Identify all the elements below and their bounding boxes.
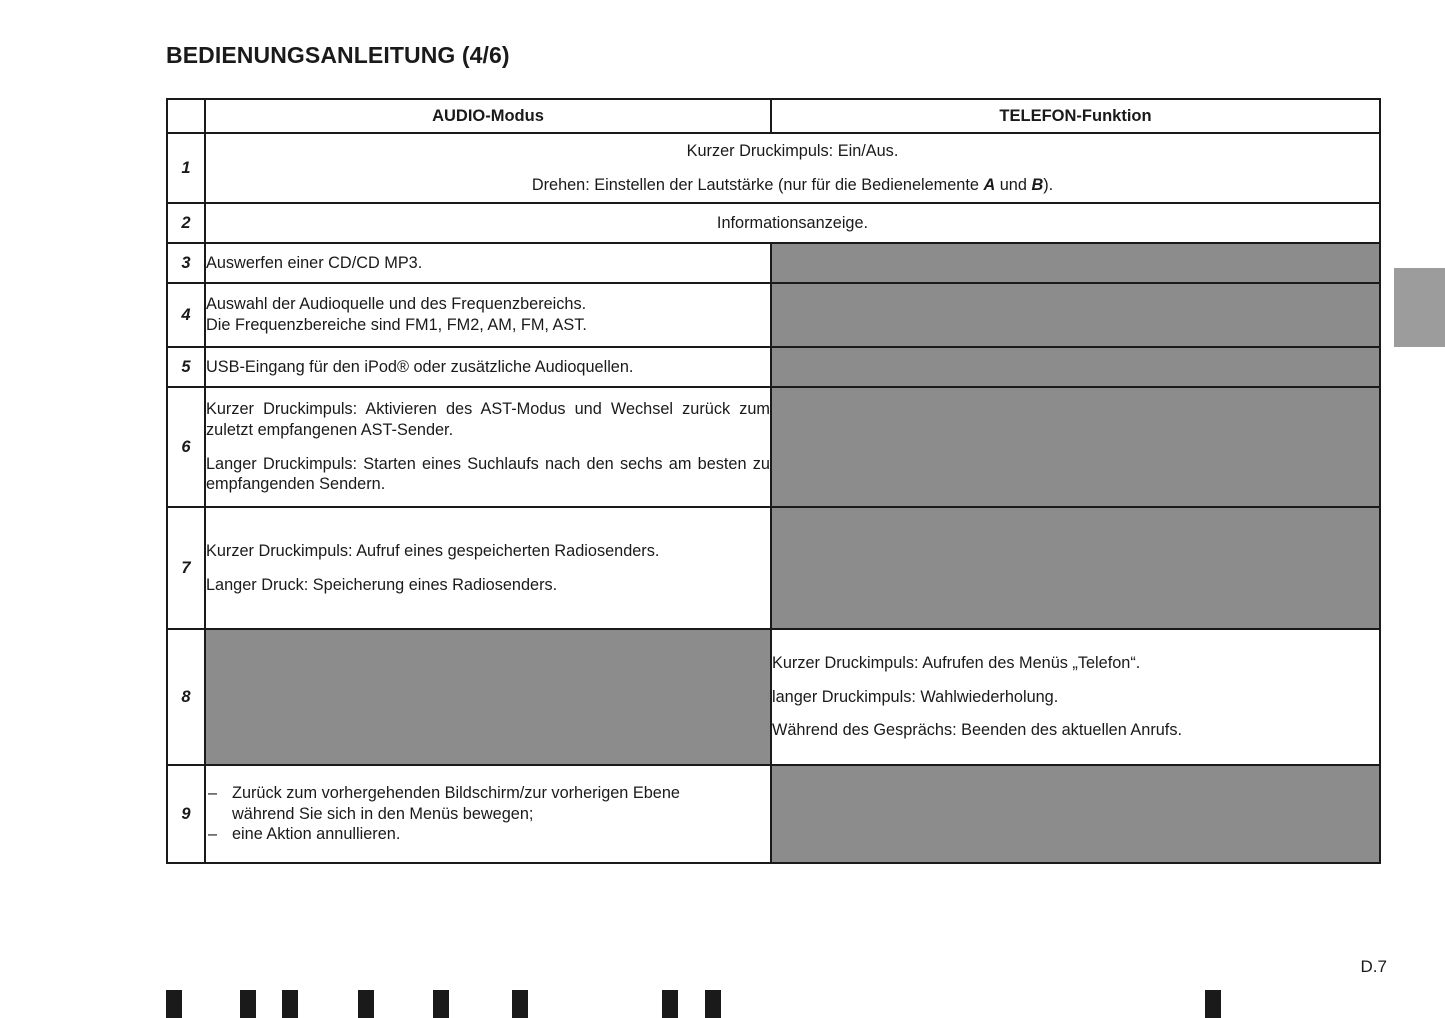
printer-registration-marks	[0, 990, 1445, 1018]
registration-mark	[166, 990, 182, 1018]
row-1-line-2	[206, 175, 1379, 196]
row-6-telephone-disabled	[771, 387, 1380, 507]
registration-mark	[705, 990, 721, 1018]
page-number: D.7	[1360, 957, 1387, 976]
row-9-bullet-2: eine Aktion annullieren.	[232, 825, 401, 844]
row-8-telephone-line-2: langer Druckimpuls: Wahlwiederholung.	[772, 687, 1059, 706]
row-9-dash-list	[206, 783, 770, 845]
row-number-9: 9	[167, 765, 205, 863]
row-8-audio-disabled	[205, 629, 771, 765]
row-6-audio-line-1: Kurzer Druckimpuls: Aktivieren des AST-Modus und Wechsel zurück zum zuletzt empfangenen AST-Sender.	[206, 399, 770, 439]
row-2-content	[205, 203, 1380, 243]
row-1-line-2-post: ).	[1043, 175, 1054, 194]
registration-mark	[282, 990, 298, 1018]
row-6-audio-content	[205, 387, 771, 507]
table-row	[167, 243, 1380, 283]
row-8-telephone-line-3: Während des Gesprächs: Beenden des aktuellen Anrufs.	[772, 721, 1182, 740]
table-row	[167, 133, 1380, 203]
row-9-telephone-disabled	[771, 765, 1380, 863]
table-row	[167, 387, 1380, 507]
registration-mark	[662, 990, 678, 1018]
row-8-telephone-line-1: Kurzer Druckimpuls: Aufrufen des Menüs „Telefon“.	[772, 653, 1141, 672]
row-4-audio-line-1: Auswahl der Audioquelle und des Frequenzbereichs.	[206, 295, 587, 314]
table-header-row	[167, 99, 1380, 133]
row-5-audio-line-1: USB-Eingang für den iPod® oder zusätzliche Audioquellen.	[206, 357, 634, 376]
list-item	[206, 783, 770, 824]
row-8-telephone-content	[771, 629, 1380, 765]
table-row	[167, 283, 1380, 347]
header-telephone-column: TELEFON-Funktion	[771, 99, 1380, 133]
row-1-line-2-mid: und	[995, 175, 1032, 194]
row-5-audio-content	[205, 347, 771, 387]
registration-mark	[512, 990, 528, 1018]
row-1-line-2-pre: Drehen: Einstellen der Lautstärke (nur für die Bedienelemente	[531, 175, 984, 194]
row-number-1: 1	[167, 133, 205, 203]
row-number-2: 2	[167, 203, 205, 243]
registration-mark	[240, 990, 256, 1018]
row-3-audio-line-1: Auswerfen einer CD/CD MP3.	[206, 253, 423, 272]
row-number-4: 4	[167, 283, 205, 347]
registration-mark	[358, 990, 374, 1018]
table-row	[167, 203, 1380, 243]
header-audio-column: AUDIO-Modus	[205, 99, 771, 133]
header-number-column	[167, 99, 205, 133]
row-1-line-1: Kurzer Druckimpuls: Ein/Aus.	[686, 141, 899, 160]
row-6-audio-line-2: Langer Druckimpuls: Starten eines Suchlaufs nach den sechs am besten zu empfangenden Sendern.	[206, 454, 770, 494]
table-row	[167, 629, 1380, 765]
table-row	[167, 347, 1380, 387]
registration-mark	[1205, 990, 1221, 1018]
table-row	[167, 507, 1380, 629]
row-4-audio-content	[205, 283, 771, 347]
row-1-content	[205, 133, 1380, 203]
control-label-a: A	[983, 175, 996, 194]
row-3-telephone-disabled	[771, 243, 1380, 283]
dash-bullet-1: –	[208, 784, 218, 803]
row-7-telephone-disabled	[771, 507, 1380, 629]
row-number-7: 7	[167, 507, 205, 629]
row-9-audio-content	[205, 765, 771, 863]
row-3-audio-content	[205, 243, 771, 283]
control-label-b: B	[1031, 175, 1044, 194]
row-number-8: 8	[167, 629, 205, 765]
controls-spec-table	[166, 98, 1381, 864]
row-9-bullet-1-line-1: Zurück zum vorhergehenden Bildschirm/zur vorherigen Ebene	[232, 784, 680, 803]
table-row	[167, 765, 1380, 863]
row-7-audio-line-1: Kurzer Druckimpuls: Aufruf eines gespeicherten Radiosenders.	[206, 541, 660, 560]
row-9-bullet-1-line-2: während Sie sich in den Menüs bewegen;	[232, 804, 534, 823]
row-5-telephone-disabled	[771, 347, 1380, 387]
page-title: BEDIENUNGSANLEITUNG (4/6)	[166, 42, 510, 68]
row-number-6: 6	[167, 387, 205, 507]
section-edge-tab	[1394, 268, 1445, 347]
row-number-5: 5	[167, 347, 205, 387]
row-4-telephone-disabled	[771, 283, 1380, 347]
row-2-line-1: Informationsanzeige.	[716, 213, 869, 232]
row-7-audio-content	[205, 507, 771, 629]
row-4-audio-line-2: Die Frequenzbereiche sind FM1, FM2, AM, FM, AST.	[206, 316, 587, 334]
row-number-3: 3	[167, 243, 205, 283]
registration-mark	[433, 990, 449, 1018]
list-item	[206, 824, 770, 845]
dash-bullet-2: –	[208, 825, 218, 844]
row-7-audio-line-2: Langer Druck: Speicherung eines Radiosenders.	[206, 575, 558, 594]
